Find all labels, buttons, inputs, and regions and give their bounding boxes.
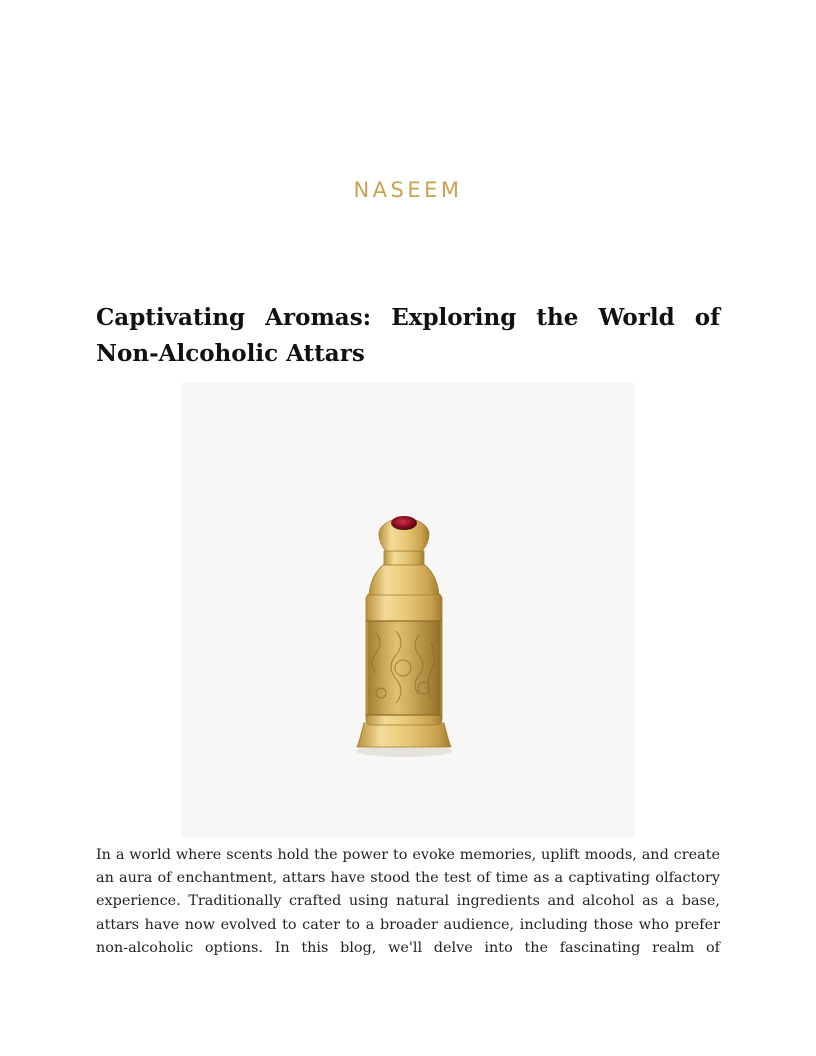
article-title-line-2: Non-Alcoholic Attars xyxy=(96,340,365,367)
bottle-neck xyxy=(384,551,424,565)
attar-bottle-illustration xyxy=(181,383,635,837)
intro-paragraph: In a world where scents hold the power to evoke memories, uplift moods, and create an aura of enchantment, attars have stood the test of time as a captivating olfactory experience. Traditionally crafted using natural ingredients and alcohol as a base, attars have now evolved to cater to a broader audience, including those who prefer non-alcoholic options. In this blog, we'll delve into the fascinating realm of xyxy=(96,847,720,956)
brand-logo: NASEEM xyxy=(353,178,463,202)
article-title-line-1: Captivating Aromas: Exploring the World of xyxy=(96,304,720,331)
bottle-shoulder xyxy=(369,563,439,595)
attar-bottle-image xyxy=(181,383,635,837)
bottle-gem xyxy=(391,516,417,530)
article-title xyxy=(96,300,720,372)
bottle-engraved-band xyxy=(368,621,440,715)
bottle-base xyxy=(357,723,451,747)
